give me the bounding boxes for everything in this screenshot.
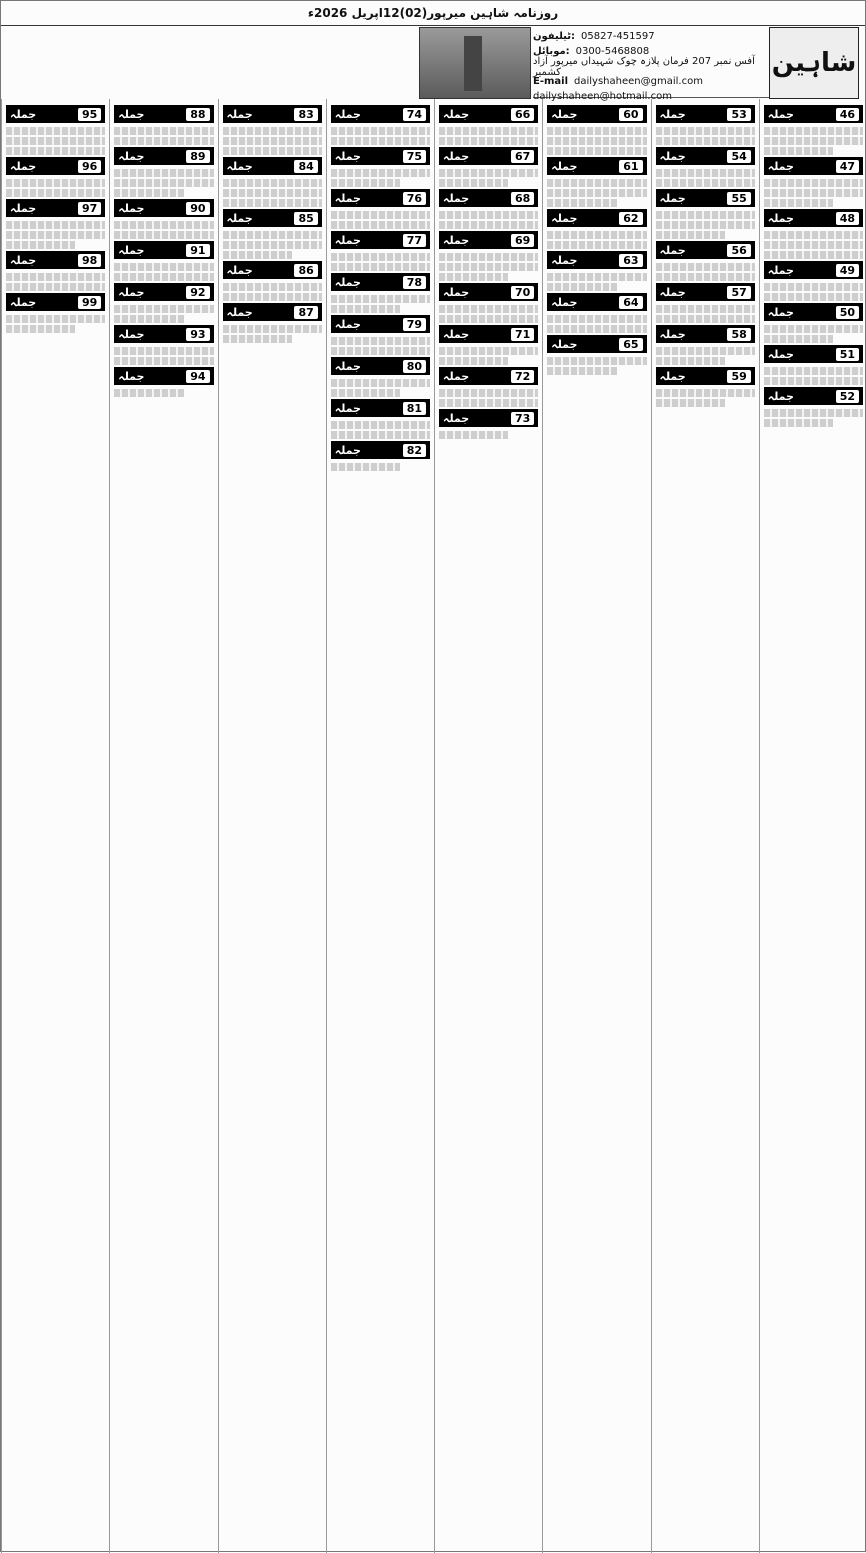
badge-83: جملہ 83	[223, 105, 322, 123]
badge-86: جملہ 86	[223, 261, 322, 279]
badge-54: جملہ 54	[656, 147, 755, 165]
contact-block	[533, 29, 763, 102]
badge-46: جملہ 46	[764, 105, 863, 123]
badge-88: جملہ 88	[114, 105, 213, 123]
badge-98: جملہ 98	[6, 251, 105, 269]
badge-51: جملہ 51	[764, 345, 863, 363]
address-row	[533, 55, 763, 78]
column-7	[109, 99, 217, 1553]
phone1-label: ٹیلیفون:	[533, 31, 576, 42]
phone2-label: موبائل:	[533, 46, 570, 57]
badge-85: جملہ 85	[223, 209, 322, 227]
badge-90: جملہ 90	[114, 199, 213, 217]
email2: dailyshaheen@hotmail.com	[533, 91, 672, 102]
logo-word: شاہین	[771, 48, 857, 78]
phone1-value: 05827-451597	[581, 31, 655, 42]
badge-78: جملہ 78	[331, 273, 430, 291]
header-photo	[419, 27, 531, 99]
badge-56: جملہ 56	[656, 241, 755, 259]
article-columns	[1, 99, 866, 1553]
badge-62: جملہ 62	[547, 209, 646, 227]
badge-67: جملہ 67	[439, 147, 538, 165]
badge-75: جملہ 75	[331, 147, 430, 165]
badge-72: جملہ 72	[439, 367, 538, 385]
badge-59: جملہ 59	[656, 367, 755, 385]
column-4	[434, 99, 542, 1553]
badge-89: جملہ 89	[114, 147, 213, 165]
dateline-bar	[1, 1, 865, 26]
badge-63: جملہ 63	[547, 251, 646, 269]
badge-58: جملہ 58	[656, 325, 755, 343]
badge-60: جملہ 60	[547, 105, 646, 123]
badge-80: جملہ 80	[331, 357, 430, 375]
badge-69: جملہ 69	[439, 231, 538, 249]
column-1	[759, 99, 866, 1553]
badge-92: جملہ 92	[114, 283, 213, 301]
badge-65: جملہ 65	[547, 335, 646, 353]
badge-52: جملہ 52	[764, 387, 863, 405]
badge-95: جملہ 95	[6, 105, 105, 123]
column-6	[218, 99, 326, 1553]
badge-71: جملہ 71	[439, 325, 538, 343]
badge-74: جملہ 74	[331, 105, 430, 123]
badge-57: جملہ 57	[656, 283, 755, 301]
phone1-row	[533, 29, 763, 44]
badge-66: جملہ 66	[439, 105, 538, 123]
badge-93: جملہ 93	[114, 325, 213, 343]
column-3	[542, 99, 650, 1553]
badge-49: جملہ 49	[764, 261, 863, 279]
badge-99: جملہ 99	[6, 293, 105, 311]
badge-84: جملہ 84	[223, 157, 322, 175]
badge-76: جملہ 76	[331, 189, 430, 207]
badge-77: جملہ 77	[331, 231, 430, 249]
badge-94: جملہ 94	[114, 367, 213, 385]
badge-91: جملہ 91	[114, 241, 213, 259]
phone2-value: 0300-5468808	[575, 46, 650, 57]
badge-50: جملہ 50	[764, 303, 863, 321]
address: آفس نمبر 207 فرمان پلازہ چوک شہیداں میرپور آزاد کشمیر	[533, 55, 755, 78]
dateline: روزنامہ شاہین میرپور(02)12اپریل 2026ء	[307, 6, 559, 20]
badge-55: جملہ 55	[656, 189, 755, 207]
badge-48: جملہ 48	[764, 209, 863, 227]
badge-96: جملہ 96	[6, 157, 105, 175]
logo	[769, 27, 859, 99]
column-2	[651, 99, 759, 1553]
badge-53: جملہ 53	[656, 105, 755, 123]
email1: dailyshaheen@gmail.com	[574, 76, 703, 87]
badge-70: جملہ 70	[439, 283, 538, 301]
badge-68: جملہ 68	[439, 189, 538, 207]
badge-97: جملہ 97	[6, 199, 105, 217]
badge-82: جملہ 82	[331, 441, 430, 459]
column-8	[1, 99, 109, 1553]
badge-73: جملہ 73	[439, 409, 538, 427]
badge-61: جملہ 61	[547, 157, 646, 175]
badge-81: جملہ 81	[331, 399, 430, 417]
badge-87: جملہ 87	[223, 303, 322, 321]
column-5	[326, 99, 434, 1553]
badge-64: جملہ 64	[547, 293, 646, 311]
masthead	[533, 27, 859, 102]
badge-47: جملہ 47	[764, 157, 863, 175]
badge-79: جملہ 79	[331, 315, 430, 333]
email-label: E-mail	[533, 76, 569, 87]
